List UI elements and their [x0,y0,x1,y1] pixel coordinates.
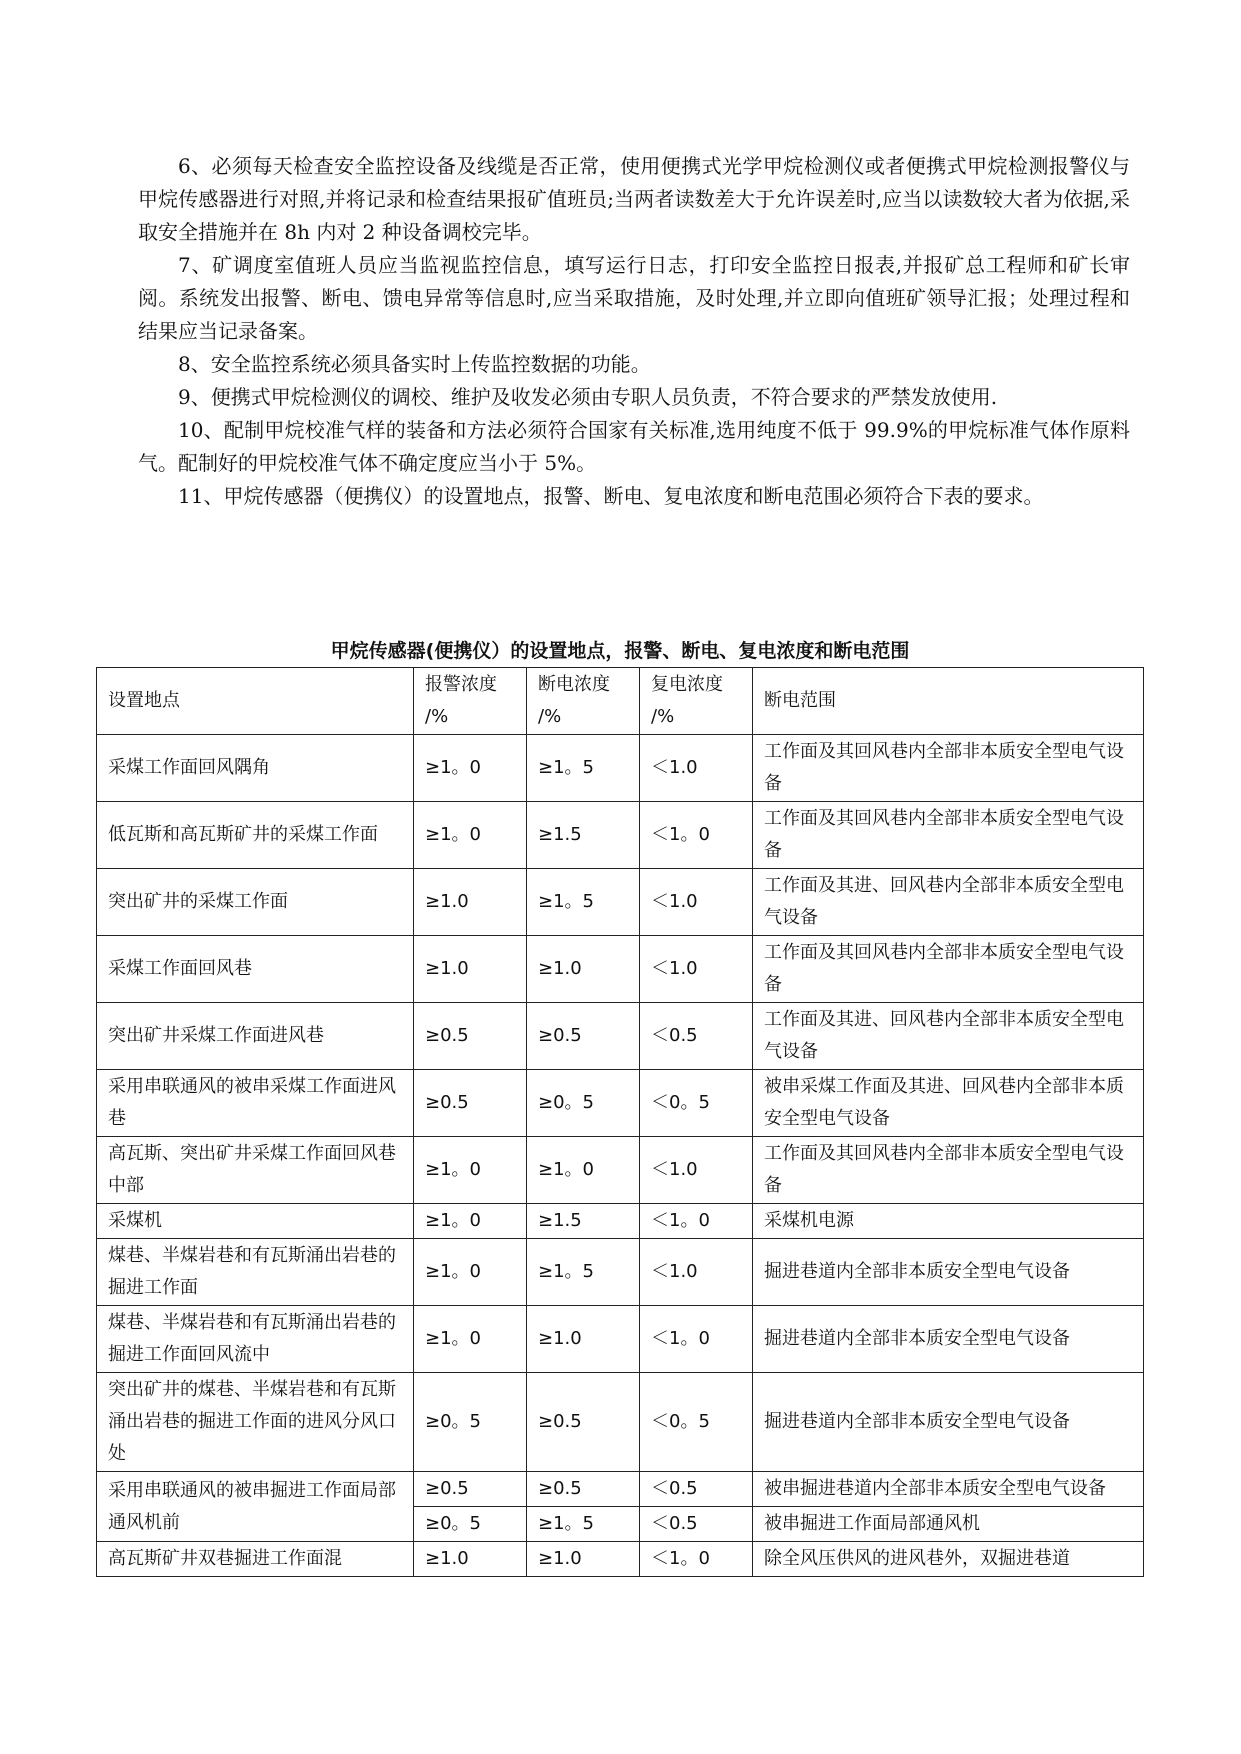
table-row [97,1472,1144,1507]
paragraph-9: 9、便携式甲烷检测仪的调校、维护及收发必须由专职人员负责，不符合要求的严禁发放使用. [178,385,998,409]
cell-alarm: ≥1。0 [414,1137,527,1204]
table-row [97,1373,1144,1472]
cell-location: 突出矿井的采煤工作面 [97,869,414,936]
table-title: 甲烷传感器(便携仪）的设置地点，报警、断电、复电浓度和断电范围 [330,640,910,662]
table-row [97,1239,1144,1306]
cell-restore: ＜0.5 [640,1507,753,1542]
header-range: 断电范围 [753,668,1144,735]
table-row [97,869,1144,936]
cell-location: 高瓦斯、突出矿井采煤工作面回风巷中部 [97,1137,414,1204]
cell-range: 掘进巷道内全部非本质安全型电气设备 [753,1239,1144,1306]
cell-location: 采煤机 [97,1204,414,1239]
header-location: 设置地点 [97,668,414,735]
cell-restore: ＜1.0 [640,1137,753,1204]
cell-cutoff: ≥1.5 [527,802,640,869]
cell-cutoff: ≥0。5 [527,1070,640,1137]
table-row [97,1204,1144,1239]
cell-range: 工作面及其回风巷内全部非本质安全型电气设备 [753,1137,1144,1204]
cell-cutoff: ≥1。5 [527,869,640,936]
cell-location: 低瓦斯和高瓦斯矿井的采煤工作面 [97,802,414,869]
paragraph-6: 6、必须每天检查安全监控设备及线缆是否正常，使用便携式光学甲烷检测仪或者便携式甲烷检测报警仪与甲烷传感器进行对照,并将记录和检查结果报矿值班员;当两者读数差大于允许误差时,应当以读数较大者为依据,采取安全措施并在 8h 内对 2 种设备调校完毕。 [138,154,1130,244]
header-restore-unit: /% [651,706,675,727]
cell-alarm: ≥0.5 [414,1472,527,1507]
header-alarm [414,668,527,735]
cell-restore: ＜0.5 [640,1472,753,1507]
cell-range: 除全风压供风的进风巷外，双掘进巷道 [753,1542,1144,1577]
cell-cutoff: ≥1.0 [527,1542,640,1577]
cell-restore: ＜1。0 [640,1204,753,1239]
cell-alarm: ≥1。0 [414,1239,527,1306]
header-restore-label: 复电浓度 [651,674,723,695]
cell-alarm: ≥1。0 [414,1204,527,1239]
table-row [97,1306,1144,1373]
cell-alarm: ≥1。0 [414,1306,527,1373]
cell-range: 工作面及其进、回风巷内全部非本质安全型电气设备 [753,1003,1144,1070]
table-row [97,1137,1144,1204]
cell-range: 掘进巷道内全部非本质安全型电气设备 [753,1306,1144,1373]
header-cutoff [527,668,640,735]
cell-location: 突出矿井采煤工作面进风巷 [97,1003,414,1070]
cell-restore: ＜1。0 [640,1542,753,1577]
cell-alarm: ≥1.0 [414,1542,527,1577]
cell-restore: ＜1。0 [640,802,753,869]
cell-cutoff: ≥0.5 [527,1472,640,1507]
cell-cutoff: ≥1.0 [527,936,640,1003]
cell-cutoff: ≥0.5 [527,1003,640,1070]
table-row [97,1003,1144,1070]
paragraph-11: 11、甲烷传感器（便携仪）的设置地点，报警、断电、复电浓度和断电范围必须符合下表的要求。 [178,484,1044,508]
cell-cutoff: ≥1.5 [527,1204,640,1239]
cell-range: 工作面及其回风巷内全部非本质安全型电气设备 [753,735,1144,802]
header-alarm-label: 报警浓度 [425,674,497,695]
cell-location: 采用串联通风的被串采煤工作面进风巷 [97,1070,414,1137]
header-cutoff-label: 断电浓度 [538,674,610,695]
table-row [97,936,1144,1003]
cell-location: 煤巷、半煤岩巷和有瓦斯涌出岩巷的掘进工作面 [97,1239,414,1306]
cell-alarm: ≥1.0 [414,936,527,1003]
paragraph-10: 10、配制甲烷校准气样的装备和方法必须符合国家有关标准,选用纯度不低于 99.9%的甲烷标准气体作原料气。配制好的甲烷校准气体不确定度应当小于 5%。 [138,418,1130,475]
cell-range: 被串掘进巷道内全部非本质安全型电气设备 [753,1472,1144,1507]
cell-cutoff: ≥0.5 [527,1373,640,1472]
cell-restore: ＜1。0 [640,1306,753,1373]
cell-restore: ＜1.0 [640,936,753,1003]
methane-sensor-table [96,667,1144,1577]
cell-range: 掘进巷道内全部非本质安全型电气设备 [753,1373,1144,1472]
cell-restore: ＜1.0 [640,735,753,802]
table-header-row [97,668,1144,735]
paragraph-8: 8、安全监控系统必须具备实时上传监控数据的功能。 [178,352,651,376]
cell-alarm: ≥1。0 [414,735,527,802]
cell-alarm: ≥0。5 [414,1507,527,1542]
cell-cutoff: ≥1。0 [527,1137,640,1204]
cell-location: 高瓦斯矿井双巷掘进工作面混 [97,1542,414,1577]
table-row [97,1070,1144,1137]
cell-alarm: ≥0.5 [414,1003,527,1070]
paragraph-7: 7、矿调度室值班人员应当监视监控信息，填写运行日志，打印安全监控日报表,并报矿总工程师和矿长审阅。系统发出报警、断电、馈电异常等信息时,应当采取措施，及时处理,并立即向值班矿领导汇报；处理过程和结果应当记录备案。 [138,253,1130,343]
cell-location: 煤巷、半煤岩巷和有瓦斯涌出岩巷的掘进工作面回风流中 [97,1306,414,1373]
cell-range: 采煤机电源 [753,1204,1144,1239]
cell-range: 工作面及其回风巷内全部非本质安全型电气设备 [753,802,1144,869]
cell-cutoff: ≥1。5 [527,735,640,802]
cell-location: 采用串联通风的被串掘进工作面局部通风机前 [97,1472,414,1542]
cell-restore: ＜0。5 [640,1070,753,1137]
cell-alarm: ≥0。5 [414,1373,527,1472]
table-row [97,735,1144,802]
cell-location: 突出矿井的煤巷、半煤岩巷和有瓦斯涌出岩巷的掘进工作面的进风分风口处 [97,1373,414,1472]
cell-restore: ＜0.5 [640,1003,753,1070]
cell-alarm: ≥1.0 [414,869,527,936]
header-restore [640,668,753,735]
cell-restore: ＜1.0 [640,1239,753,1306]
header-cutoff-unit: /% [538,706,562,727]
cell-location: 采煤工作面回风巷 [97,936,414,1003]
cell-range: 被串采煤工作面及其进、回风巷内全部非本质安全型电气设备 [753,1070,1144,1137]
cell-restore: ＜0。5 [640,1373,753,1472]
body-text [138,150,1130,513]
cell-range: 被串掘进工作面局部通风机 [753,1507,1144,1542]
table-row [97,802,1144,869]
table-row [97,1542,1144,1577]
cell-cutoff: ≥1。5 [527,1507,640,1542]
cell-cutoff: ≥1.0 [527,1306,640,1373]
cell-range: 工作面及其回风巷内全部非本质安全型电气设备 [753,936,1144,1003]
cell-location: 采煤工作面回风隅角 [97,735,414,802]
cell-alarm: ≥0.5 [414,1070,527,1137]
cell-range: 工作面及其进、回风巷内全部非本质安全型电气设备 [753,869,1144,936]
cell-cutoff: ≥1。5 [527,1239,640,1306]
cell-restore: ＜1.0 [640,869,753,936]
cell-alarm: ≥1。0 [414,802,527,869]
header-alarm-unit: /% [425,706,449,727]
